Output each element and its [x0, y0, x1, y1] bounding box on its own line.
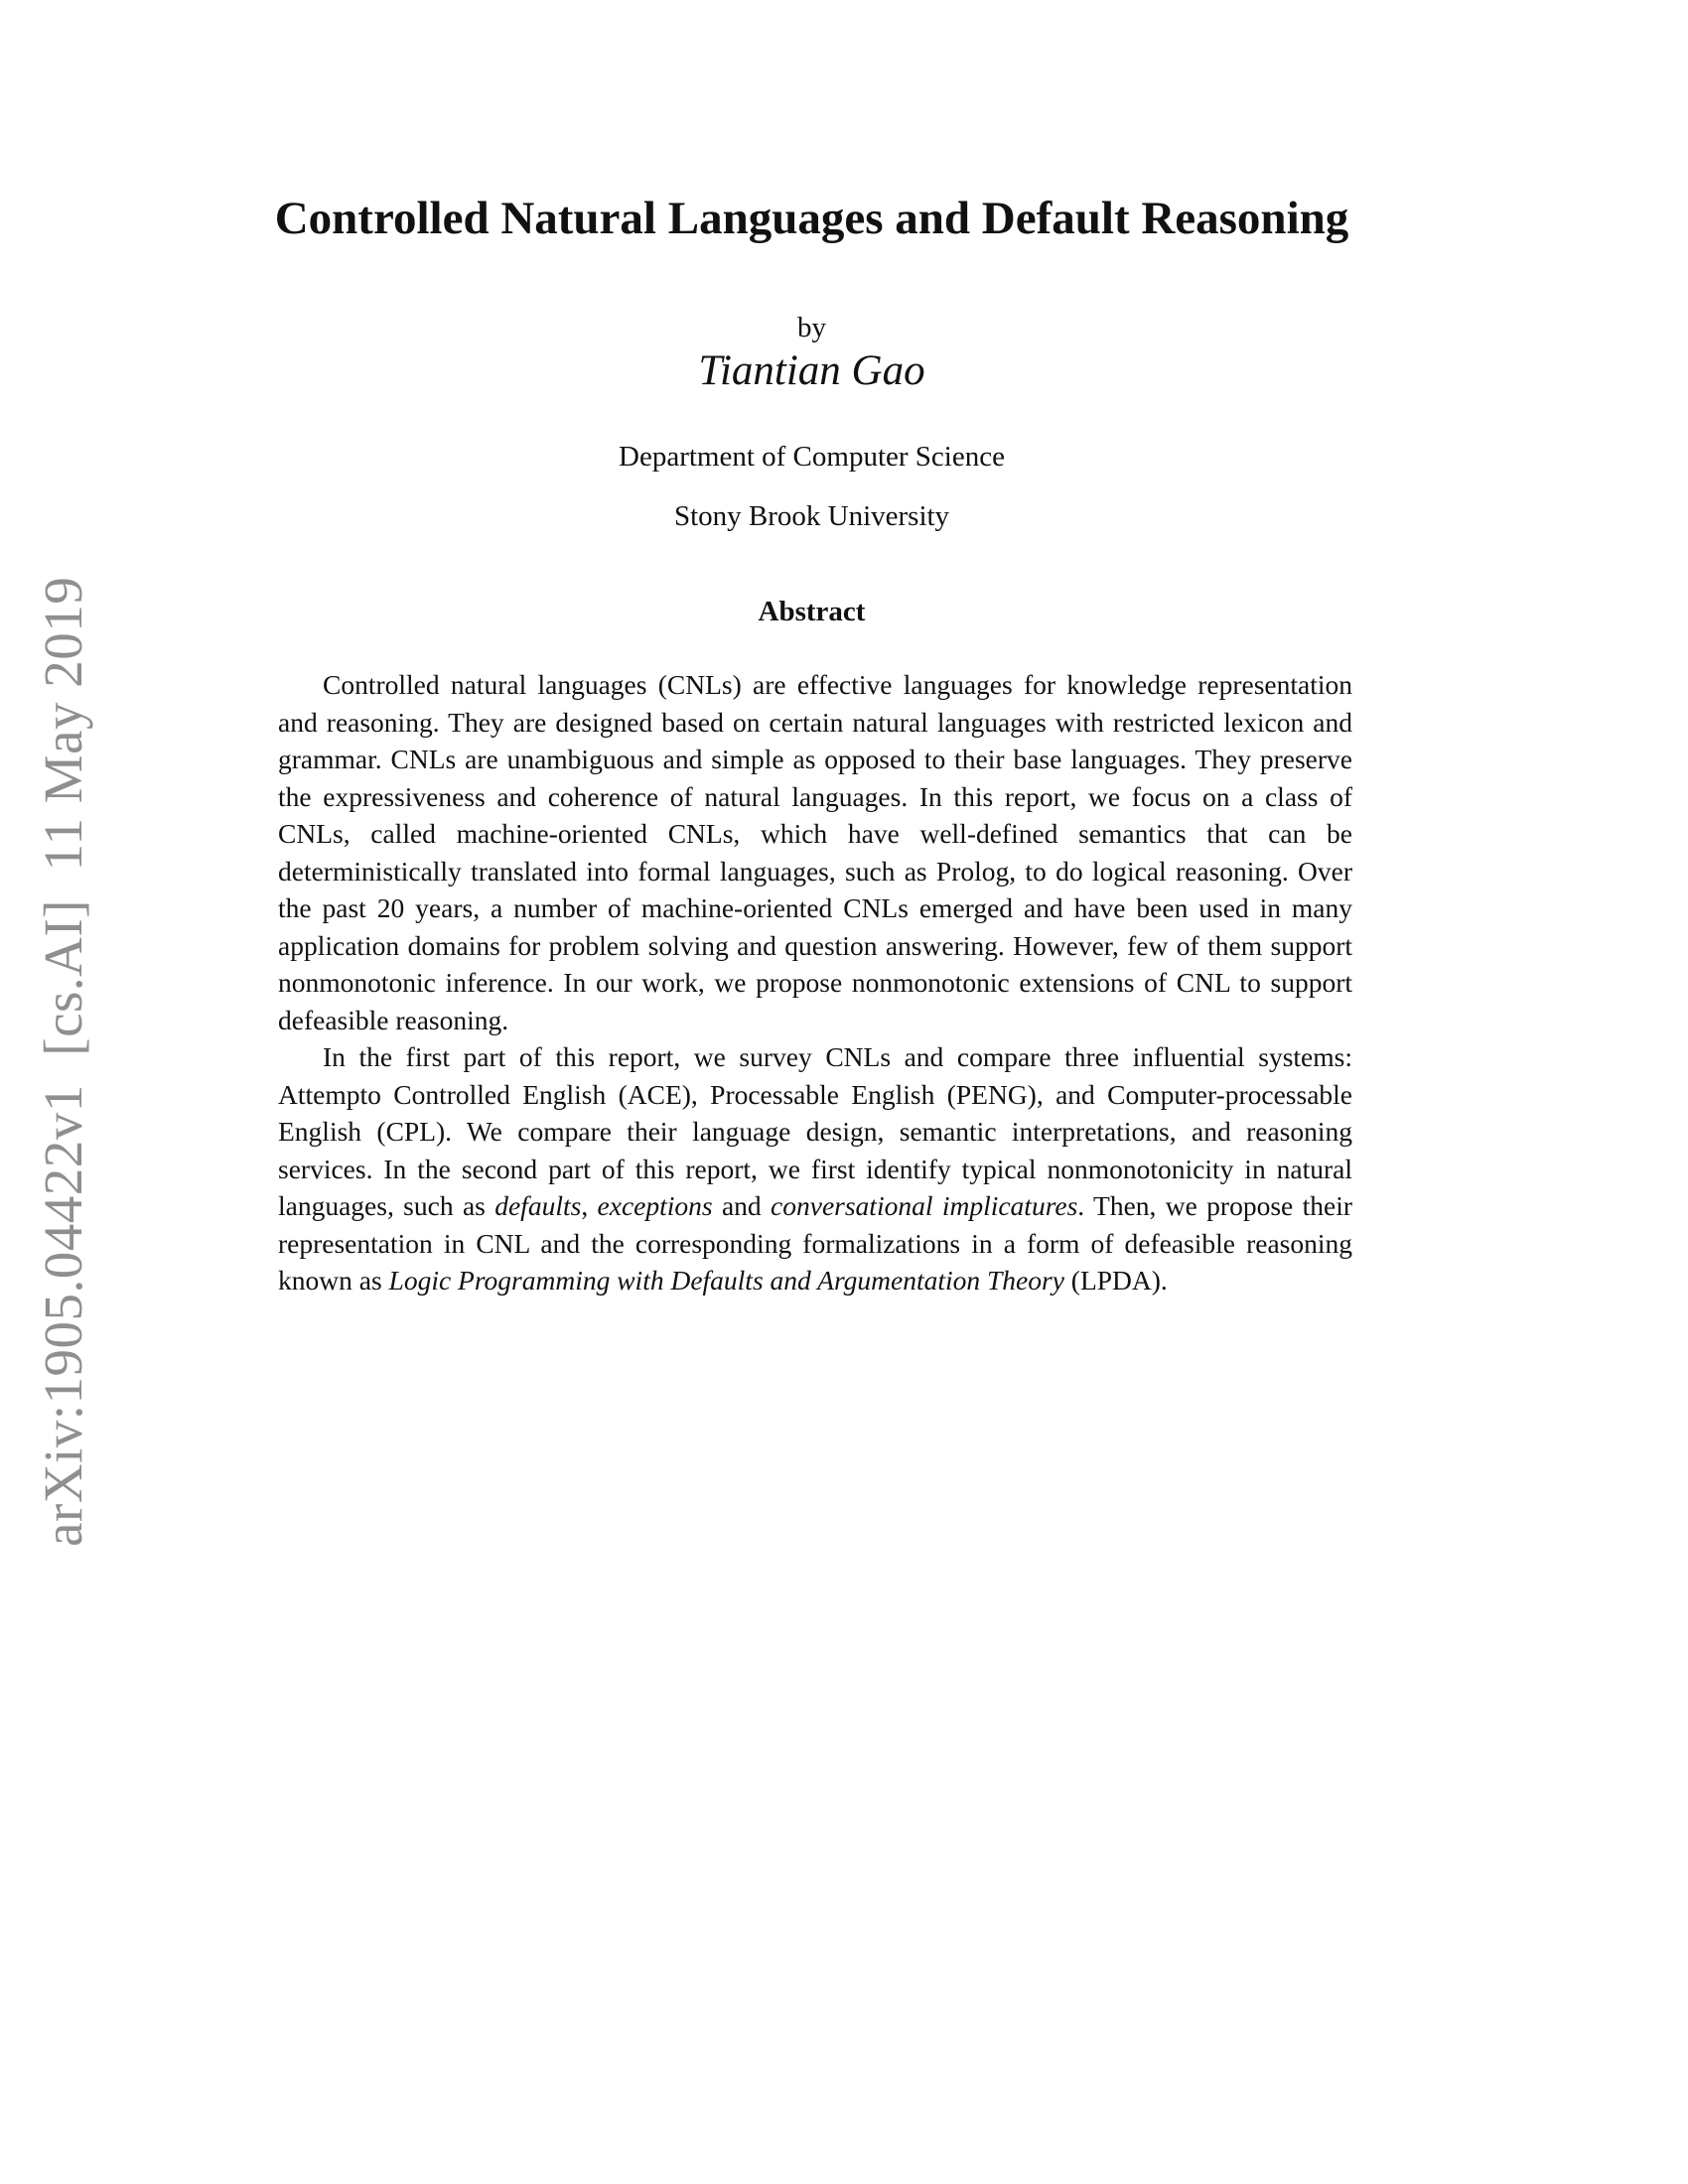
- abstract-p2-text-2: ,: [581, 1190, 598, 1221]
- abstract-paragraph-1: Controlled natural languages (CNLs) are effective languages for knowledge representation and reasoning. They are designed based on certain natural languages with restricted lexicon and grammar. CNLs are unambiguous and simple as opposed to their base languages. They preserve the expressiveness and coherence of natural languages. In this report, we focus on a class of CNLs, called machine-oriented CNLs, which have well-defined semantics that can be deterministically translated into formal languages, such as Prolog, to do logical reasoning. Over the past 20 years, a number of machine-oriented CNLs emerged and have been used in many application domains for problem solving and question answering. However, few of them support nonmonotonic inference. In our work, we propose nonmonotonic extensions of CNL to support defeasible reasoning.: [278, 669, 1352, 1035]
- arxiv-identifier-stamp: arXiv:1905.04422v1 [cs.AI] 11 May 2019: [33, 576, 93, 1547]
- abstract-paragraph-2: [278, 1038, 1352, 1299]
- paper-title: Controlled Natural Languages and Default Reasoning: [274, 193, 1349, 244]
- abstract-p2-text-3: and: [712, 1190, 772, 1221]
- abstract-p2-emph-implicatures: conversational implicatures: [771, 1190, 1078, 1221]
- abstract-p2-emph-defaults: defaults: [494, 1190, 582, 1221]
- abstract-p2-text-5: (LPDA).: [1063, 1265, 1168, 1296]
- author-name: Tiantian Gao: [698, 347, 925, 394]
- abstract-p2-emph-lpda: Logic Programming with Defaults and Argumentation Theory: [388, 1265, 1064, 1296]
- author-university: Stony Brook University: [673, 500, 950, 532]
- abstract-body: [278, 666, 1352, 1299]
- abstract-p2-text-1: In the first part of this report, we survey CNLs and compare three influential systems: Attempto Controlled English (ACE), Processable English (PENG), and Computer-processable English (CPL). We compare their language design, semantic interpretations, and reasoning services. In the second part of this report, we first identify typical nonmonotonicity in natural languages, such as: [278, 1041, 1352, 1221]
- abstract-heading: Abstract: [758, 596, 866, 627]
- byline-by: by: [797, 312, 826, 343]
- author-department: Department of Computer Science: [619, 441, 1005, 473]
- abstract-p2-text-4: . Then, we propose their representation in CNL and the corresponding formalizations in a form of defeasible reasoning known as: [278, 1190, 1352, 1296]
- abstract-p2-emph-exceptions: exceptions: [597, 1190, 713, 1221]
